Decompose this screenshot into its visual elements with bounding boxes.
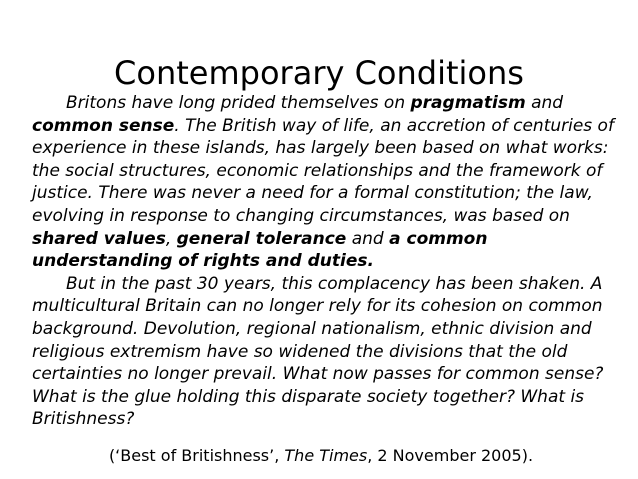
emphasis-pragmatism: pragmatism xyxy=(410,93,526,113)
emphasis-common-sense: common sense xyxy=(32,115,175,136)
citation-source: The Times xyxy=(284,446,368,465)
para1-text-1: Britons have long prided themselves on xyxy=(66,93,411,113)
emphasis-shared-values: shared values xyxy=(32,228,166,249)
emphasis-general-tolerance: general tolerance xyxy=(176,228,347,249)
slide-title: Contemporary Conditions xyxy=(114,54,524,93)
para1-text-3: . The British way of life, an accretion of centuries of experience in these islands, has largely been based on what works: the social structures, economic relationships and the framework of justice. There was never a need for a formal constitution; the law, evolving in response to changing circumstances, was based on xyxy=(32,115,614,226)
para1-text-4: , xyxy=(165,228,177,249)
citation-suffix: , 2 November 2005). xyxy=(367,446,534,465)
citation xyxy=(0,445,638,467)
para1-text-2: and xyxy=(525,93,564,113)
body-paragraph-1 xyxy=(32,92,630,273)
body-paragraph-2: But in the past 30 years, this complacency has been shaken. A multicultural Britain can no longer rely for its cohesion on common background. Devolution, regional nationalism, ethnic division and religious extremism have so widened the divisions that the old certainties no longer prevail. What now passes for common sense? What is the glue holding this disparate society together? What is Britishness? xyxy=(32,273,604,430)
para1-text-5: and xyxy=(346,228,390,249)
emphasis-rights-and-duties: a common understanding of rights and duties. xyxy=(32,228,488,272)
citation-prefix: (‘Best of Britishness’, xyxy=(108,446,285,465)
slide-body xyxy=(32,92,630,431)
